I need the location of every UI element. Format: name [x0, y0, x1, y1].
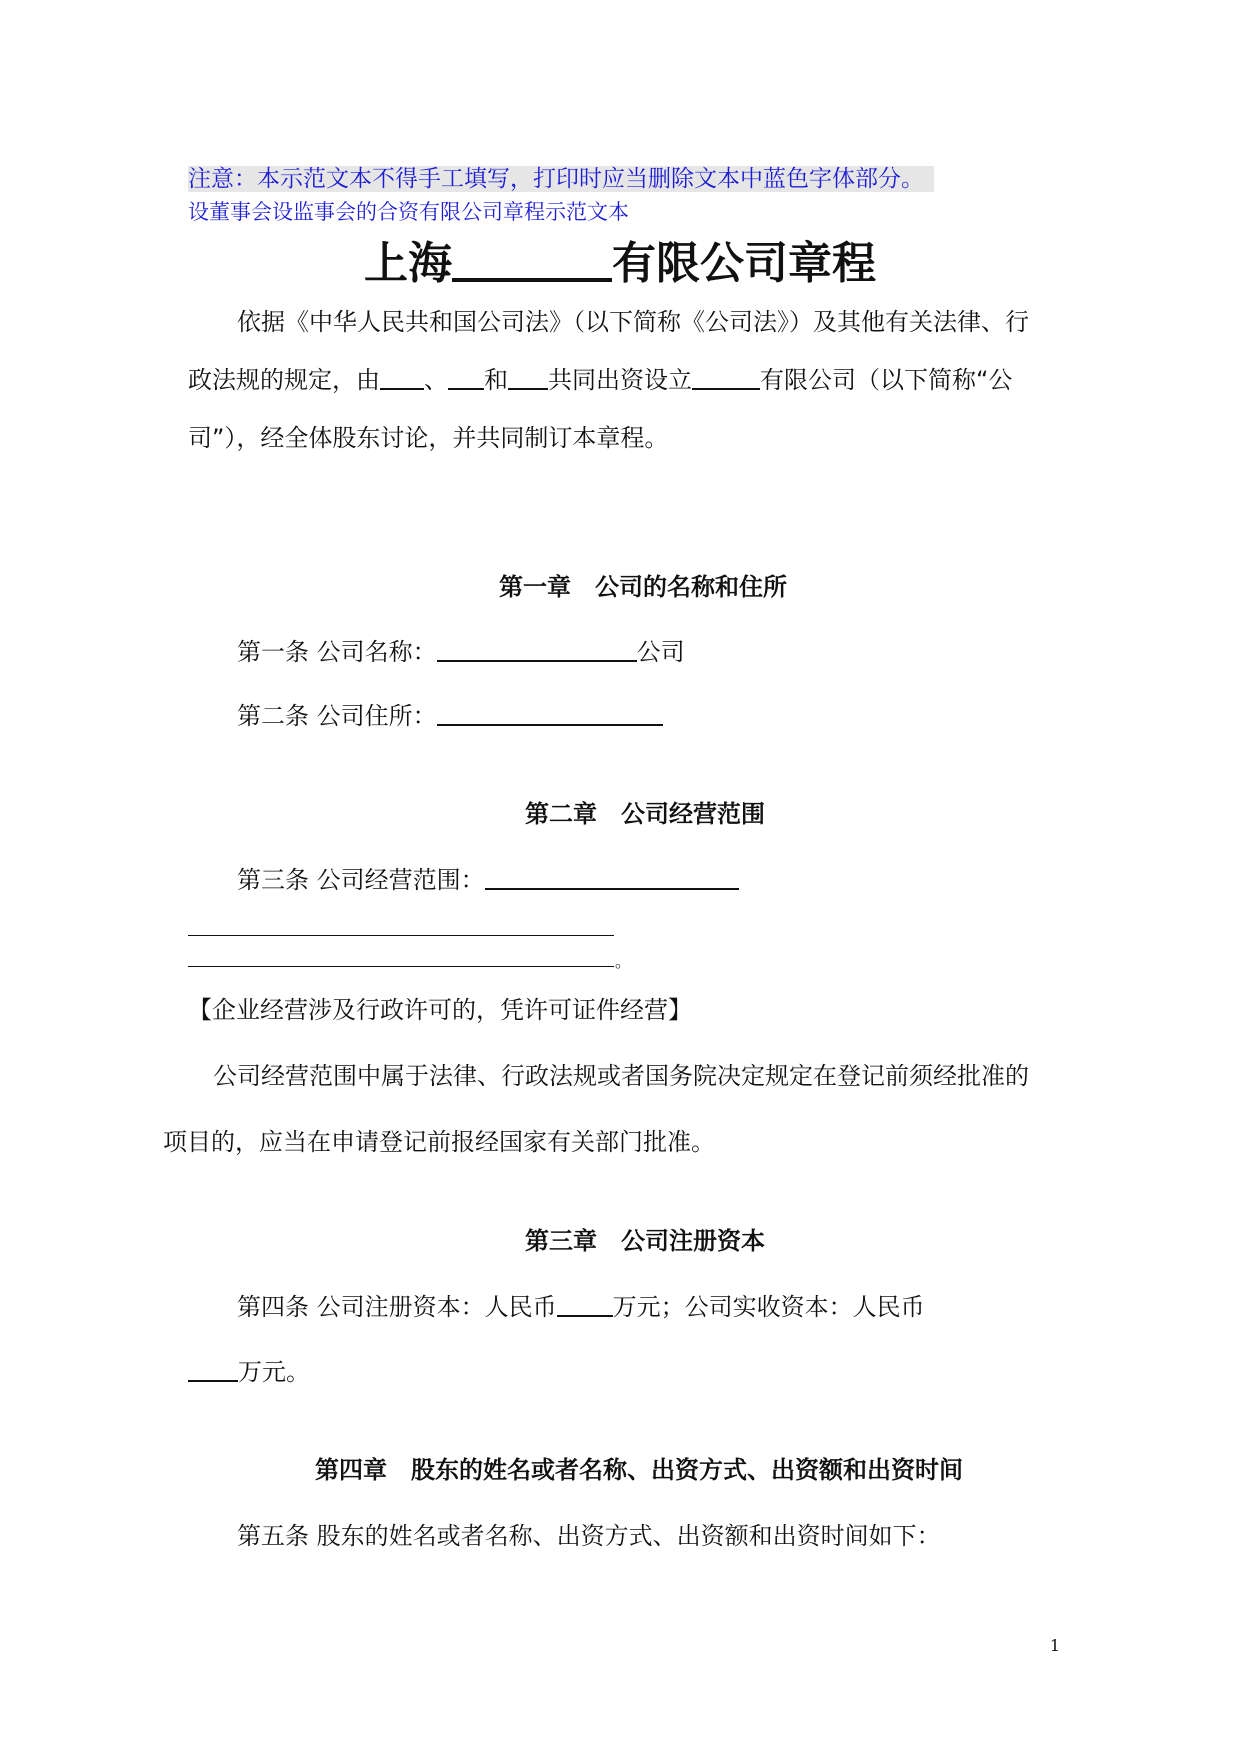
business-scope-period: 。	[615, 952, 632, 971]
preamble-line-1: 依据《中华人民共和国公司法》（以下简称《公司法》）及其他有关法律、行	[237, 308, 1029, 336]
template-subtitle: 设董事会设监事会的合资有限公司章程示范文本	[188, 200, 629, 224]
article-2: 第二条 公司住所：	[237, 700, 663, 732]
blank-company-address	[437, 700, 663, 726]
chapter-1-title: 第一章 公司的名称和住所	[499, 573, 787, 601]
blank-shareholder-2	[448, 364, 484, 390]
blank-company-name	[692, 364, 760, 390]
article-4: 第四条 公司注册资本：人民币 万元；公司实收资本：人民币	[237, 1293, 925, 1321]
article-1: 第一条 公司名称： 公司	[237, 638, 685, 666]
title-prefix: 上海	[364, 238, 452, 289]
chapter-3-title: 第三章 公司注册资本	[525, 1227, 765, 1255]
page-number: 1	[1049, 1636, 1060, 1655]
title-suffix: 有限公司章程	[612, 238, 876, 289]
document-title	[0, 236, 1240, 292]
blank-company-name-field	[437, 636, 637, 662]
blank-shareholder-3	[508, 364, 548, 390]
blank-registered-capital	[557, 1291, 613, 1317]
permit-note: 【企业经营涉及行政许可的，凭许可证件经营】	[188, 996, 692, 1024]
article-5: 第五条 股东的姓名或者名称、出资方式、出资额和出资时间如下：	[237, 1522, 941, 1550]
article-3: 第三条 公司经营范围：	[237, 864, 739, 896]
chapter-2-title: 第二章 公司经营范围	[525, 800, 765, 828]
blank-business-scope-line-2	[188, 935, 614, 936]
chapter-4-title: 第四章 股东的姓名或者名称、出资方式、出资额和出资时间	[315, 1456, 963, 1484]
title-blank	[452, 238, 612, 282]
approval-line-2: 项目的，应当在申请登记前报经国家有关部门批准。	[163, 1128, 715, 1156]
blank-paid-in-capital	[188, 1356, 238, 1382]
article-4-continued: 万元。	[188, 1356, 310, 1388]
notice-text: 注意：本示范文本不得手工填写，打印时应当删除文本中蓝色字体部分。	[188, 164, 934, 194]
preamble-line-3: 司”），经全体股东讨论，并共同制订本章程。	[188, 424, 669, 452]
preamble-line-2: 政法规的规定，由 、 和 共同出资设立 有限公司（以下简称“公	[188, 366, 1013, 394]
approval-line-1: 公司经营范围中属于法律、行政法规或者国务院决定规定在登记前须经批准的	[213, 1062, 1029, 1090]
blank-business-scope	[485, 864, 739, 890]
blank-business-scope-line-3	[188, 966, 614, 967]
blank-shareholder-1	[380, 364, 424, 390]
